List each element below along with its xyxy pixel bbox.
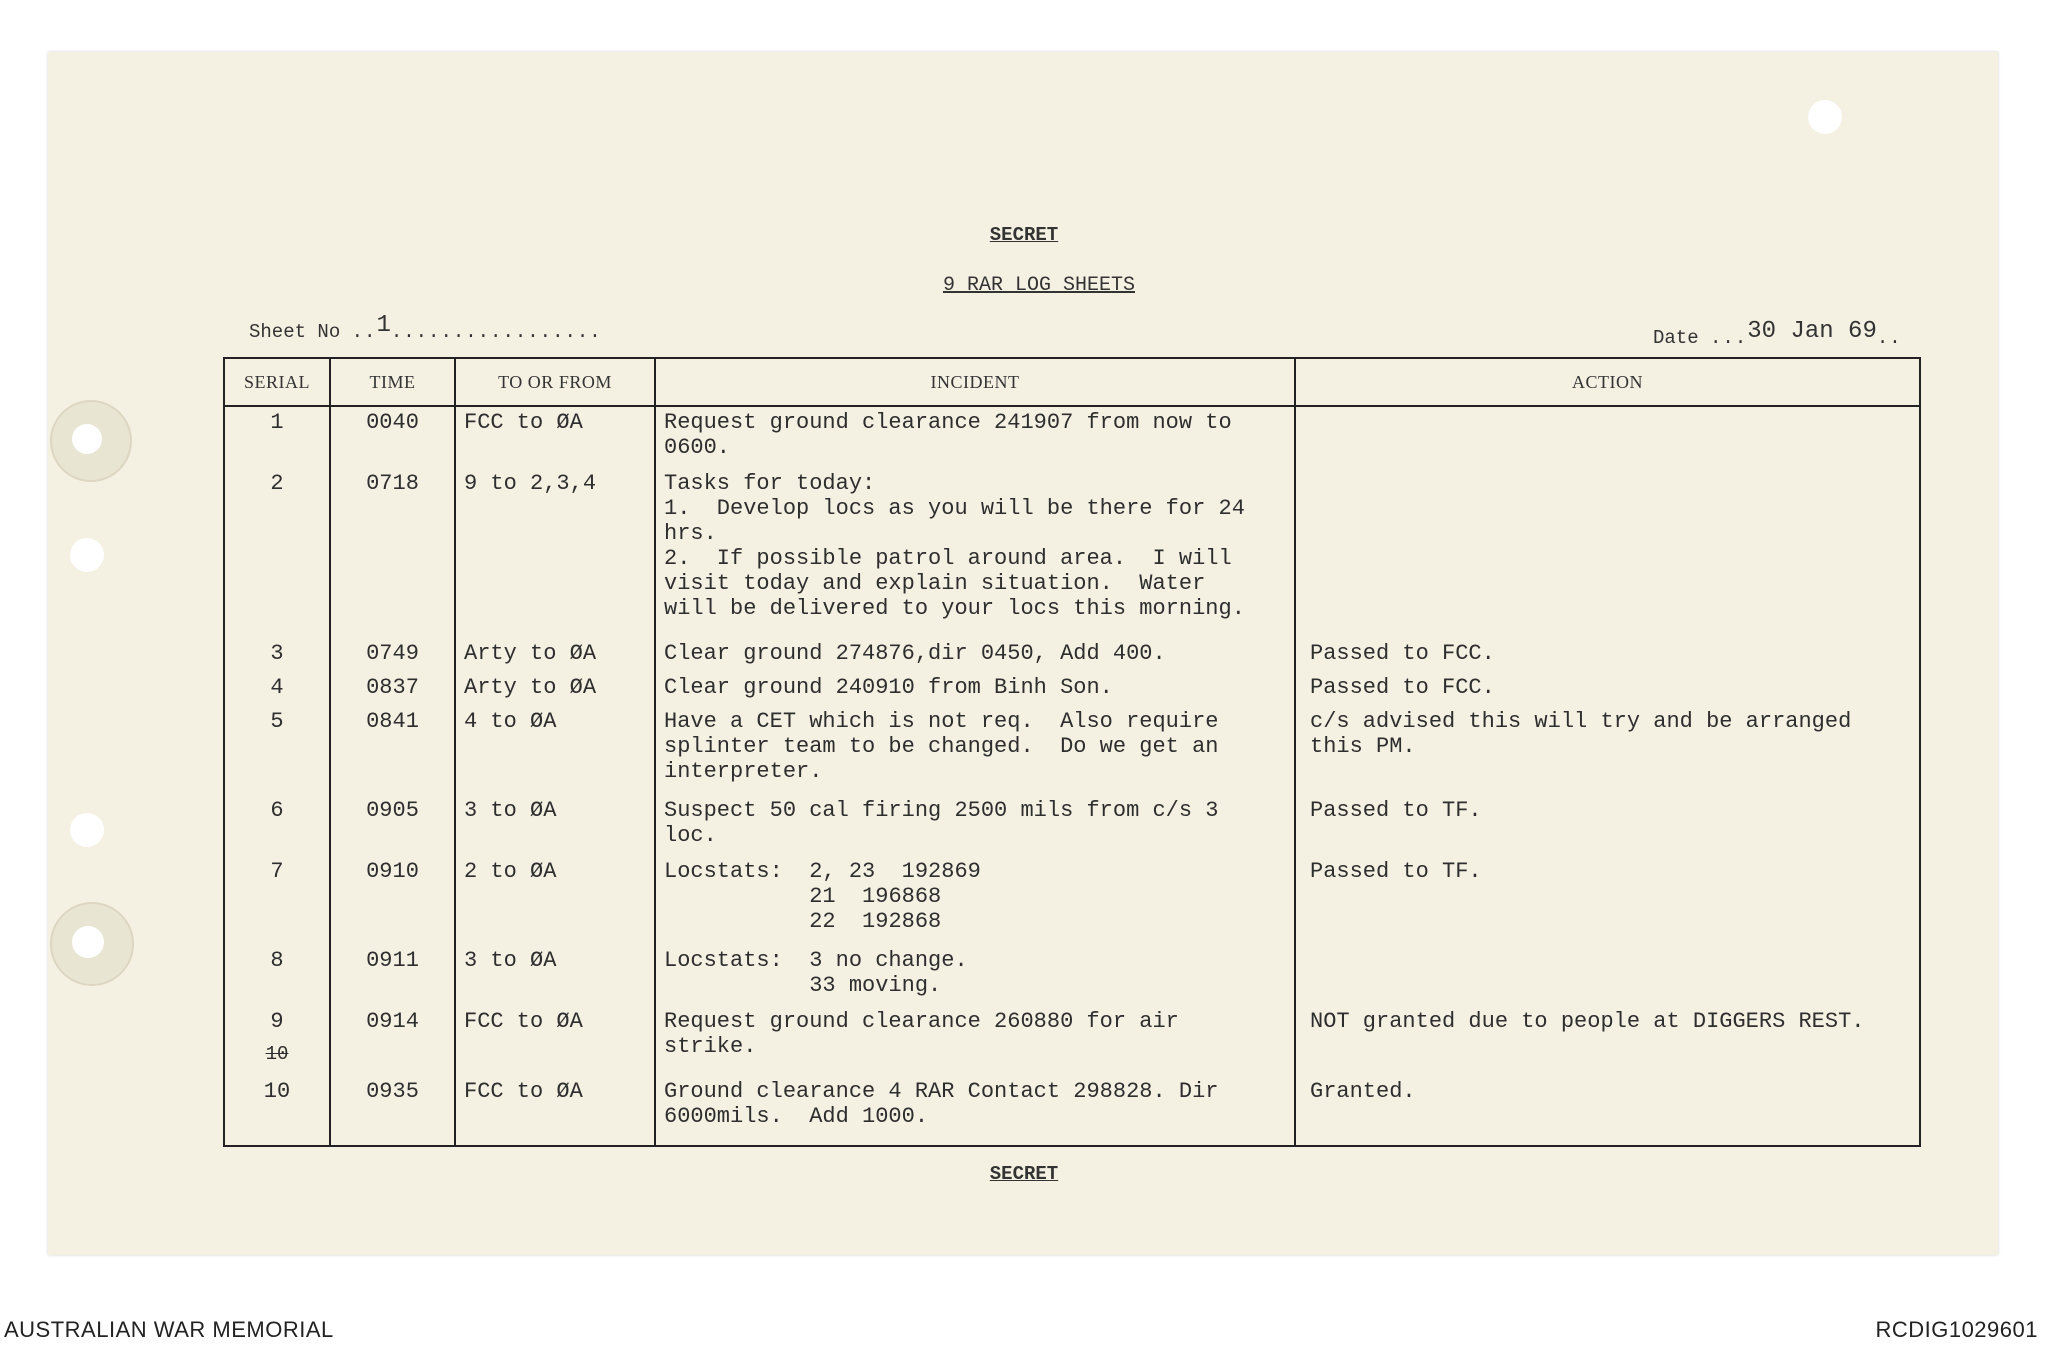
table-row bbox=[224, 638, 1920, 672]
classification-bottom: SECRET bbox=[989, 1163, 1059, 1185]
filler-cell bbox=[655, 1137, 1295, 1146]
filler-cell bbox=[455, 1137, 655, 1146]
table-row bbox=[224, 856, 1920, 944]
cell-action bbox=[1295, 406, 1920, 468]
punch-hole bbox=[72, 424, 102, 454]
cell-incident: Locstats: 2, 23 192869 21 196868 22 192868 bbox=[655, 856, 1295, 944]
cell-incident: Request ground clearance 260880 for air strike. bbox=[655, 1006, 1295, 1076]
table-row bbox=[224, 406, 1920, 468]
cell-serial: 3 bbox=[224, 638, 330, 672]
filler-cell bbox=[330, 1137, 455, 1146]
punch-hole bbox=[70, 538, 104, 572]
table-row bbox=[224, 1006, 1920, 1076]
cell-action bbox=[1295, 468, 1920, 637]
cell-incident: Suspect 50 cal firing 2500 mils from c/s 3 loc. bbox=[655, 795, 1295, 856]
header-time: TIME bbox=[330, 358, 455, 406]
sheet-number: Sheet No ..1................. bbox=[249, 312, 602, 343]
table-row bbox=[224, 795, 1920, 856]
log-table bbox=[223, 357, 1921, 1147]
punch-hole bbox=[1808, 100, 1842, 134]
cell-time: 0905 bbox=[330, 795, 455, 856]
classification-top: SECRET bbox=[989, 224, 1059, 246]
cell-incident: Clear ground 240910 from Binh Son. bbox=[655, 672, 1295, 706]
cell-to-from: 9 to 2,3,4 bbox=[455, 468, 655, 637]
date-value: 30 Jan 69 bbox=[1747, 318, 1877, 345]
table-row bbox=[224, 706, 1920, 794]
header-incident: INCIDENT bbox=[655, 358, 1295, 406]
cell-time: 0911 bbox=[330, 945, 455, 1006]
footer-identifier: RCDIG1029601 bbox=[1875, 1317, 2038, 1342]
cell-to-from: Arty to ØA bbox=[455, 672, 655, 706]
cell-to-from: 4 to ØA bbox=[455, 706, 655, 794]
cell-time: 0040 bbox=[330, 406, 455, 468]
document-title: 9 RAR LOG SHEETS bbox=[942, 274, 1136, 297]
cell-to-from: 3 to ØA bbox=[455, 795, 655, 856]
date-field: Date ...30 Jan 69.. bbox=[1653, 318, 1902, 349]
cell-action: Passed to TF. bbox=[1295, 856, 1920, 944]
cell-time: 0841 bbox=[330, 706, 455, 794]
header-action: ACTION bbox=[1295, 358, 1920, 406]
cell-action: Passed to FCC. bbox=[1295, 672, 1920, 706]
footer-institution: AUSTRALIAN WAR MEMORIAL bbox=[4, 1317, 334, 1342]
table-row bbox=[224, 468, 1920, 637]
cell-serial: 4 bbox=[224, 672, 330, 706]
cell-serial: 6 bbox=[224, 795, 330, 856]
punch-hole bbox=[72, 926, 104, 958]
cell-serial-group bbox=[224, 1006, 330, 1076]
table-filler-row bbox=[224, 1137, 1920, 1146]
cell-serial: 7 bbox=[224, 856, 330, 944]
cell-action: NOT granted due to people at DIGGERS REST. bbox=[1295, 1006, 1920, 1076]
cell-action: Passed to TF. bbox=[1295, 795, 1920, 856]
cell-to-from: Arty to ØA bbox=[455, 638, 655, 672]
table-row bbox=[224, 945, 1920, 1006]
cell-serial: 8 bbox=[224, 945, 330, 1006]
cell-incident: Clear ground 274876,dir 0450, Add 400. bbox=[655, 638, 1295, 672]
cell-to-from: FCC to ØA bbox=[455, 1006, 655, 1076]
cell-incident: Ground clearance 4 RAR Contact 298828. Dir 6000mils. Add 1000. bbox=[655, 1076, 1295, 1137]
cell-to-from: FCC to ØA bbox=[455, 1076, 655, 1137]
cell-serial: 2 bbox=[224, 468, 330, 637]
header-to-from: TO OR FROM bbox=[455, 358, 655, 406]
cell-incident: Locstats: 3 no change. 33 moving. bbox=[655, 945, 1295, 1006]
cell-incident: Tasks for today: 1. Develop locs as you will be there for 24 hrs. 2. If possible patrol around area. I will visit today and explain situation. Water will be delivered to your locs this morning. bbox=[655, 468, 1295, 637]
struck-serial: 10 bbox=[265, 1042, 289, 1065]
cell-serial: 5 bbox=[224, 706, 330, 794]
cell-time: 0749 bbox=[330, 638, 455, 672]
filler-cell bbox=[1295, 1137, 1920, 1146]
cell-action: Passed to FCC. bbox=[1295, 638, 1920, 672]
cell-incident: Request ground clearance 241907 from now to 0600. bbox=[655, 406, 1295, 468]
punch-hole bbox=[70, 813, 104, 847]
sheet-value: 1 bbox=[376, 312, 391, 339]
cell-time: 0718 bbox=[330, 468, 455, 637]
header-serial: SERIAL bbox=[224, 358, 330, 406]
cell-serial: 10 bbox=[224, 1076, 330, 1137]
cell-to-from: 3 to ØA bbox=[455, 945, 655, 1006]
cell-serial: 9 bbox=[270, 1008, 284, 1034]
cell-action: Granted. bbox=[1295, 1076, 1920, 1137]
cell-incident: Have a CET which is not req. Also require splinter team to be changed. Do we get an interpreter. bbox=[655, 706, 1295, 794]
cell-time: 0910 bbox=[330, 856, 455, 944]
cell-time: 0914 bbox=[330, 1006, 455, 1076]
table-row bbox=[224, 1076, 1920, 1137]
cell-to-from: 2 to ØA bbox=[455, 856, 655, 944]
cell-serial: 1 bbox=[224, 406, 330, 468]
header-row bbox=[224, 358, 1920, 406]
sheet-label: Sheet No bbox=[249, 321, 341, 343]
date-label: Date bbox=[1653, 327, 1699, 349]
cell-action bbox=[1295, 945, 1920, 1006]
cell-time: 0935 bbox=[330, 1076, 455, 1137]
cell-action: c/s advised this will try and be arranged this PM. bbox=[1295, 706, 1920, 794]
cell-to-from: FCC to ØA bbox=[455, 406, 655, 468]
filler-cell bbox=[224, 1137, 330, 1146]
table-row bbox=[224, 672, 1920, 706]
cell-time: 0837 bbox=[330, 672, 455, 706]
